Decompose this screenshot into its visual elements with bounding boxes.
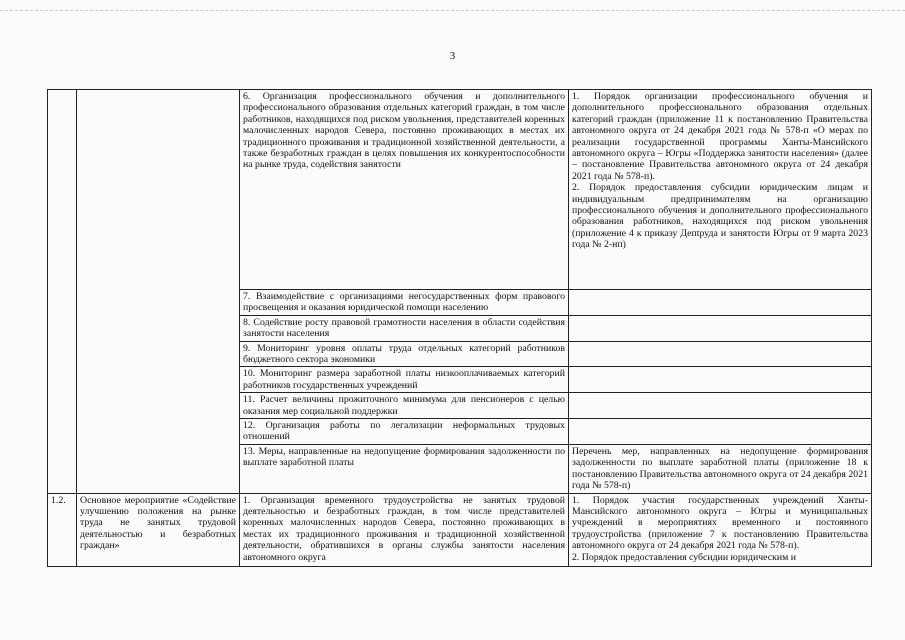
table-row (48, 493, 872, 566)
measure-cell: 11. Расчет величины прожиточного минимума для пенсионеров с целью оказания мер социальной поддержки (240, 393, 569, 419)
measure-cell: 13. Меры, направленные на недопущение формирования задолженности по выплате заработной платы (240, 444, 569, 493)
docs-cell: 1. Порядок участия государственных учреждений Ханты-Мансийского автономного округа – Югры и муниципальных учреждений в мероприятиях временного и постоянного трудоустройства (приложение 7 к постановлению Правительства автономного округа от 24 декабря 2021 года № 578-п). 2. Порядок предоставления субсидии юридическим и (569, 493, 872, 566)
measure-cell: 1. Организация временного трудоустройства не занятых трудовой деятельностью и безработных граждан, в том числе представителей коренных малочисленных народов Севера, постоянно проживающих в местах их традиционного проживания и традиционной хозяйственной деятельности, обратившихся в органы службы занятости населения автономного округа (240, 493, 569, 566)
measure-cell: 10. Мониторинг размера заработной платы низкооплачиваемых категорий работников государственных учреждений (240, 367, 569, 393)
docs-cell (569, 393, 872, 419)
docs-cell (569, 315, 872, 341)
measure-cell: 9. Мониторинг уровня оплаты труда отдельных категорий работников бюджетного сектора экономики (240, 341, 569, 367)
event-cell (77, 90, 240, 494)
docs-cell: 1. Порядок организации профессионального обучения и дополнительного профессионального образования отдельных категорий граждан (приложение 11 к постановлению Правительства автономного округа от 24 декабря 2021 года № 578-п «О мерах по реализации государственной программы Ханты-Мансийского автономного округа – Югры «Поддержка занятости населения» (далее – постановление Правительства автономного округа от 24 декабря 2021 года № 578-п). 2. Порядок предоставления субсидии юридическим лицам и индивидуальным предпринимателям на организацию профессионального обучения и дополнительного профессионального образования работников, находящихся под риском увольнения (приложение 4 к приказу Депtруда и занятости Югры от 9 марта 2023 года № 2-нп) (569, 90, 872, 290)
docs-cell (569, 341, 872, 367)
measure-cell: 7. Взаимодействие с организациями негосударственных форм правового просвещения и оказания юридической помощи населению (240, 290, 569, 316)
docs-cell (569, 419, 872, 445)
table-row (48, 90, 872, 290)
docs-cell (569, 290, 872, 316)
measure-cell: 8. Содействие росту правовой грамотности населения в области содействия занятости населения (240, 315, 569, 341)
page-number: 3 (449, 50, 456, 62)
num-cell (48, 90, 77, 494)
event-cell: Основное мероприятие «Содействие улучшению положения на рынке труда не занятых трудовой деятельностью и безработных граждан» (77, 493, 240, 566)
measures-table (47, 89, 872, 567)
num-cell: 1.2. (48, 493, 77, 566)
scan-edge-line (0, 10, 905, 11)
docs-cell (569, 367, 872, 393)
measure-cell: 6. Организация профессионального обучения и дополнительного профессионального образования отдельных категорий граждан, в том числе работников, находящихся под риском увольнения, представителей коренных малочисленных народов Севера, постоянно проживающих в местах их традиционного проживания и традиционной хозяйственной деятельности, а также безработных граждан в целях повышения их конкурентоспособности на рынке труда, содействия занятости (240, 90, 569, 290)
measure-cell: 12. Организация работы по легализации неформальных трудовых отношений (240, 419, 569, 445)
docs-cell: Перечень мер, направленных на недопущение формирования задолженности по выплате заработной платы (приложение 18 к постановлению Правительства автономного округа от 24 декабря 2021 года № 578-п) (569, 444, 872, 493)
